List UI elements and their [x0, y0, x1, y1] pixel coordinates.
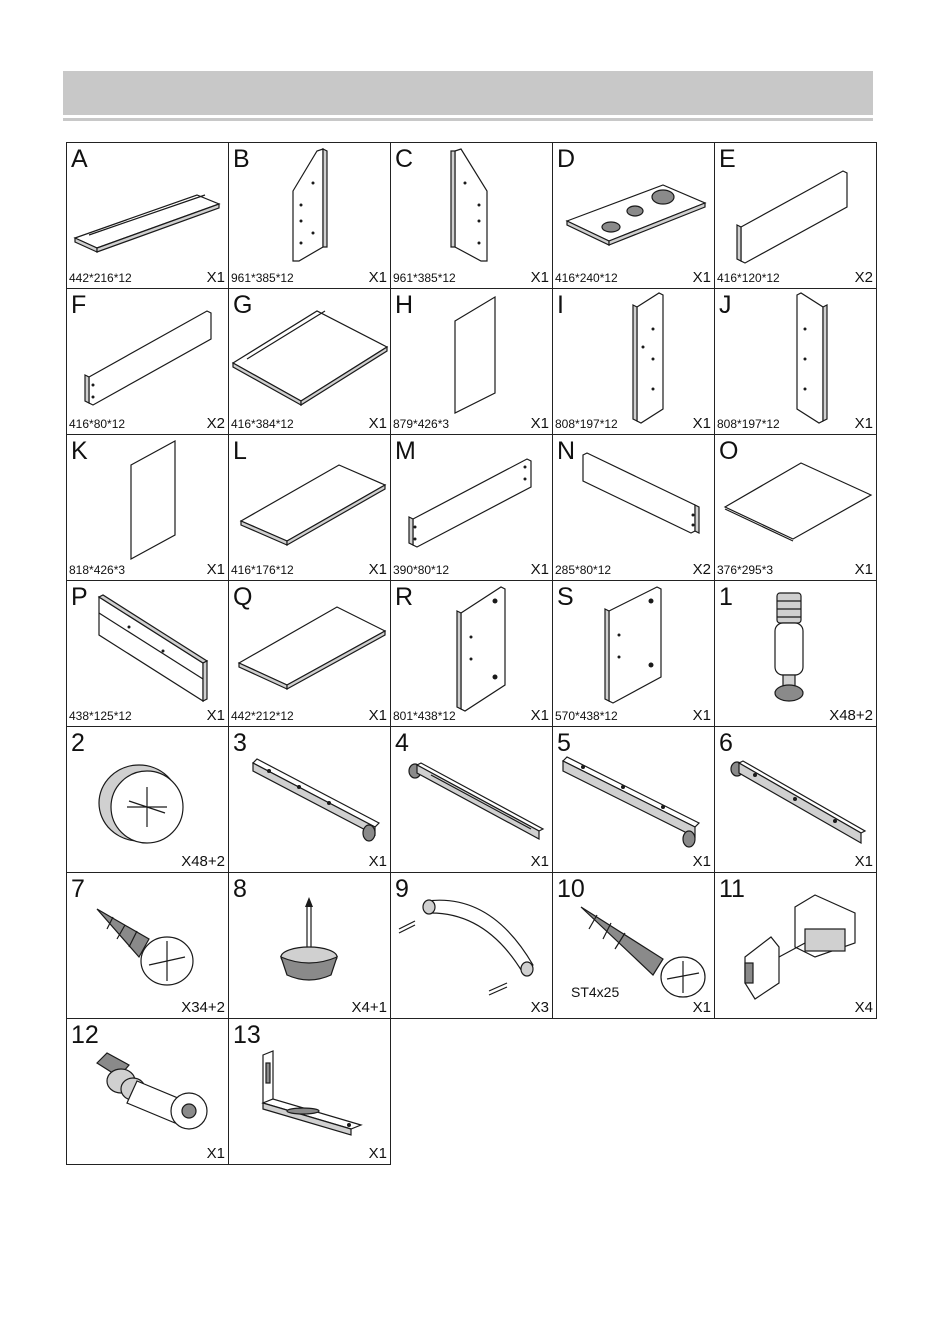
- part-letter: S: [557, 583, 574, 611]
- part-dimensions: 416*120*12: [717, 271, 780, 285]
- part-quantity: X48+2: [829, 707, 873, 724]
- part-cell: [391, 143, 553, 289]
- part-letter: D: [557, 145, 576, 173]
- board-icon: [715, 143, 877, 289]
- thin-sheet-icon: [715, 435, 877, 581]
- part-quantity: X1: [692, 269, 711, 286]
- part-quantity: X1: [368, 415, 387, 432]
- part-letter: Q: [233, 583, 253, 611]
- part-cell: [553, 289, 715, 435]
- part-letter: 12: [71, 1021, 99, 1049]
- header-divider: [63, 118, 873, 121]
- part-letter: B: [233, 145, 250, 173]
- part-letter: 4: [395, 729, 409, 757]
- side-panel-icon: [391, 143, 553, 289]
- part-letter: O: [719, 437, 739, 465]
- part-dimensions: 818*426*3: [69, 563, 126, 577]
- part-cell: [391, 581, 553, 727]
- part-cell: [229, 727, 391, 873]
- drawer-rail-icon: [229, 727, 391, 873]
- panel-flat-icon: [67, 143, 229, 289]
- part-cell: [553, 581, 715, 727]
- part-letter: H: [395, 291, 414, 319]
- part-quantity: X1: [206, 561, 225, 578]
- shelf-icon: [229, 581, 391, 727]
- side-panel-icon: [229, 143, 391, 289]
- tall-panel-icon: [553, 289, 715, 435]
- part-cell: [391, 873, 553, 1019]
- part-letter: E: [719, 145, 736, 173]
- part-quantity: X1: [206, 269, 225, 286]
- board-icon: [67, 289, 229, 435]
- front-panel-icon: [67, 581, 229, 727]
- part-quantity: X4: [854, 999, 873, 1016]
- part-quantity: X1: [854, 853, 873, 870]
- part-dimensions: 442*216*12: [69, 271, 132, 285]
- part-cell: [391, 727, 553, 873]
- part-cell: [229, 1019, 391, 1165]
- part-letter: 3: [233, 729, 247, 757]
- tall-panel-icon: [715, 289, 877, 435]
- part-cell: [715, 143, 877, 289]
- part-letter: I: [557, 291, 564, 319]
- l-bracket-icon: [229, 1019, 391, 1165]
- part-cell: [229, 143, 391, 289]
- part-dimensions: 285*80*12: [555, 563, 612, 577]
- part-quantity: X2: [692, 561, 711, 578]
- part-letter: L: [233, 437, 247, 465]
- part-dimensions: 808*197*12: [555, 417, 618, 431]
- part-letter: 11: [719, 875, 745, 903]
- part-cell: [229, 435, 391, 581]
- part-quantity: X1: [530, 853, 549, 870]
- hinge-icon: [715, 873, 877, 1019]
- part-dimensions: 416*176*12: [231, 563, 294, 577]
- part-cell: [715, 727, 877, 873]
- part-quantity: X1: [530, 561, 549, 578]
- part-cell: [553, 143, 715, 289]
- part-dimensions: 416*80*12: [69, 417, 126, 431]
- part-quantity: X1: [368, 853, 387, 870]
- part-letter: J: [719, 291, 732, 319]
- part-quantity: X1: [692, 999, 711, 1016]
- part-letter: N: [557, 437, 576, 465]
- part-quantity: X2: [206, 415, 225, 432]
- part-letter: R: [395, 583, 414, 611]
- part-dimensions: 390*80*12: [393, 563, 450, 577]
- part-quantity: X1: [854, 561, 873, 578]
- header-bar: [63, 71, 873, 115]
- handle-icon: [391, 873, 553, 1019]
- part-cell: [229, 581, 391, 727]
- part-cell: [715, 289, 877, 435]
- part-cell: [391, 435, 553, 581]
- part-letter: M: [395, 437, 416, 465]
- part-cell: [67, 1019, 229, 1165]
- part-letter: 8: [233, 875, 247, 903]
- part-letter: 2: [71, 729, 85, 757]
- parts-grid: [66, 142, 877, 1165]
- part-cell: [67, 581, 229, 727]
- cam-lock-icon: [67, 727, 229, 873]
- part-quantity: X3: [530, 999, 549, 1016]
- screw-icon: [67, 873, 229, 1019]
- part-quantity: X1: [530, 707, 549, 724]
- part-label: ST4x25: [571, 984, 620, 1000]
- part-cell: [391, 289, 553, 435]
- part-quantity: X1: [692, 415, 711, 432]
- part-quantity: X48+2: [181, 853, 225, 870]
- part-letter: 13: [233, 1021, 261, 1049]
- part-quantity: X1: [368, 561, 387, 578]
- part-cell: [67, 873, 229, 1019]
- part-quantity: X1: [206, 707, 225, 724]
- part-cell: [553, 435, 715, 581]
- part-dimensions: 376*295*3: [717, 563, 774, 577]
- anchor-icon: [67, 1019, 229, 1165]
- board-icon: [553, 435, 715, 581]
- part-letter: G: [233, 291, 253, 319]
- part-letter: 10: [557, 875, 585, 903]
- part-letter: 7: [71, 875, 85, 903]
- part-quantity: X1: [530, 415, 549, 432]
- part-cell: [715, 873, 877, 1019]
- part-dimensions: 961*385*12: [393, 271, 456, 285]
- part-quantity: X34+2: [181, 999, 225, 1016]
- part-quantity: X1: [368, 1145, 387, 1162]
- door-panel-icon: [553, 581, 715, 727]
- part-letter: A: [71, 145, 88, 173]
- part-letter: C: [395, 145, 414, 173]
- part-quantity: X2: [854, 269, 873, 286]
- part-cell: [67, 727, 229, 873]
- part-cell: [67, 143, 229, 289]
- part-quantity: X4+1: [351, 999, 387, 1016]
- panel-holes-icon: [553, 143, 715, 289]
- shelf-icon: [229, 289, 391, 435]
- part-cell: [715, 435, 877, 581]
- cam-bolt-icon: [715, 581, 877, 727]
- part-cell: [67, 435, 229, 581]
- drawer-rail-icon: [391, 727, 553, 873]
- part-dimensions: 961*385*12: [231, 271, 294, 285]
- part-cell: [715, 581, 877, 727]
- part-dimensions: 416*240*12: [555, 271, 618, 285]
- part-letter: 1: [719, 583, 733, 611]
- drawer-rail-icon: [715, 727, 877, 873]
- part-quantity: X1: [854, 415, 873, 432]
- part-cell: [229, 289, 391, 435]
- part-cell: [553, 727, 715, 873]
- part-dimensions: 801*438*12: [393, 709, 456, 723]
- drawer-rail-icon: [553, 727, 715, 873]
- part-letter: 6: [719, 729, 733, 757]
- part-quantity: X1: [692, 853, 711, 870]
- board-icon: [391, 435, 553, 581]
- part-dimensions: 442*212*12: [231, 709, 294, 723]
- door-panel-icon: [391, 581, 553, 727]
- part-dimensions: 570*438*12: [555, 709, 618, 723]
- part-cell: [67, 289, 229, 435]
- back-panel-icon: [391, 289, 553, 435]
- shelf-icon: [229, 435, 391, 581]
- part-letter: F: [71, 291, 87, 319]
- part-dimensions: 879*426*3: [393, 417, 450, 431]
- part-quantity: X1: [206, 1145, 225, 1162]
- part-dimensions: 416*384*12: [231, 417, 294, 431]
- part-quantity: X1: [530, 269, 549, 286]
- part-quantity: X1: [368, 269, 387, 286]
- part-quantity: X1: [368, 707, 387, 724]
- part-cell: [229, 873, 391, 1019]
- part-cell: [553, 873, 715, 1019]
- part-dimensions: 438*125*12: [69, 709, 132, 723]
- part-letter: P: [71, 583, 88, 611]
- part-quantity: X1: [692, 707, 711, 724]
- part-dimensions: 808*197*12: [717, 417, 780, 431]
- back-panel-icon: [67, 435, 229, 581]
- part-letter: 5: [557, 729, 571, 757]
- part-letter: 9: [395, 875, 409, 903]
- part-letter: K: [71, 437, 88, 465]
- foot-glide-icon: [229, 873, 391, 1019]
